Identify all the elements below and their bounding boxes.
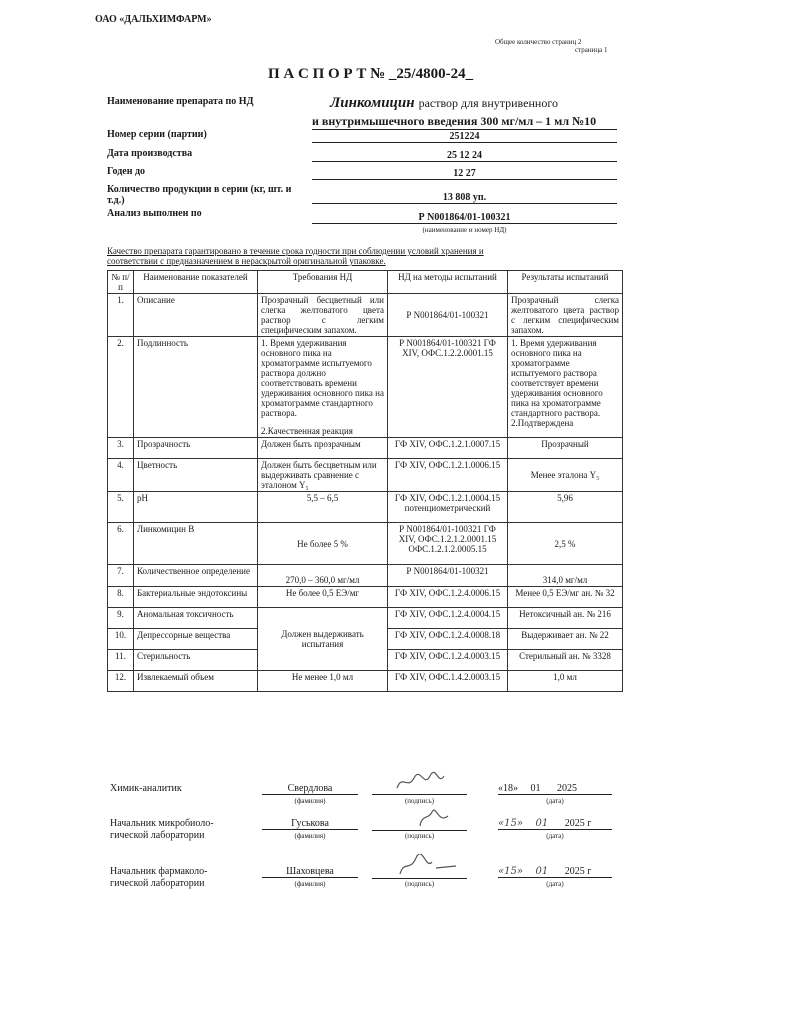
- analysis-note: (наименование и номер НД): [422, 226, 507, 234]
- passport-title: П А С П О Р Т № _25/4800-24_: [268, 66, 474, 82]
- sig3-surname-caption: (фамилия): [294, 880, 326, 888]
- row-method: ГФ XIV, ОФС.1.2.4.0008.18: [388, 629, 508, 650]
- col-header-results: Результаты испытаний: [508, 271, 623, 294]
- row-requirement-2: 2.Качественная реакция: [261, 426, 353, 436]
- sig2-surname: Гуськова: [262, 818, 358, 830]
- row-method: ГФ XIV, ОФС.1.4.2.0003.15: [388, 671, 508, 692]
- row-method: ГФ XIV, ОФС.1.2.1.0004.15 потенциометрический: [388, 492, 508, 523]
- sig1-signature-caption: (подпись): [404, 797, 435, 805]
- row-method: Р N001864/01-100321 ГФ XIV, ОФС.1.2.2.0001.15: [388, 337, 508, 438]
- row-number: 1.: [108, 294, 134, 337]
- table-header-row: [108, 271, 623, 294]
- analysis-label: Анализ выполнен по: [107, 208, 202, 219]
- row-number: 9.: [108, 608, 134, 629]
- row-result: Менее 0,5 ЕЭ/мг ан. № 32: [508, 587, 623, 608]
- row-requirement: Прозрачный бесцветный или слегка желтоватого цвета раствор с легким специфическим запахом.: [258, 294, 388, 337]
- col-header-number: № п/п: [108, 271, 134, 294]
- row-name: Цветность: [134, 459, 258, 492]
- row-name: Бактериальные эндотоксины: [134, 587, 258, 608]
- row-name: Описание: [134, 294, 258, 337]
- sig2-surname-caption: (фамилия): [294, 832, 326, 840]
- table-row: [108, 523, 623, 565]
- signature-scribble: [372, 770, 467, 794]
- sig3-role-line2: гической лаборатории: [110, 878, 205, 889]
- sig3-day: «15»: [498, 866, 523, 877]
- row-name: pH: [134, 492, 258, 523]
- row-requirement: 5,5 – 6,5: [258, 492, 388, 523]
- row-name: Линкомицин В: [134, 523, 258, 565]
- row-requirement: [258, 337, 388, 438]
- row-requirement-1: 1. Время удерживания основного пика на хроматограмме испытуемого раствора должно соответствовать времени удерживания основного пика на хроматограмме стандартного раствора.: [261, 338, 384, 418]
- row-result: Выдерживает ан. № 22: [508, 629, 623, 650]
- table-row: [108, 438, 623, 459]
- row-method: ГФ XIV, ОФС.1.2.1.0006.15: [388, 459, 508, 492]
- sig1-surname: Свердлова: [262, 783, 358, 795]
- table-row: [108, 565, 623, 587]
- row-method: Р N001864/01-100321: [388, 294, 508, 337]
- page-count: Общее количество страниц 2: [495, 38, 582, 46]
- page-info: [495, 38, 607, 54]
- table-row: [108, 492, 623, 523]
- sig2-signature-line: [372, 806, 467, 831]
- sig1-role: Химик-аналитик: [110, 783, 182, 794]
- drug-name-line1: [330, 94, 558, 112]
- production-date-value: 25 12 24: [312, 150, 617, 162]
- table-row: [108, 608, 623, 629]
- sig1-day: «18»: [498, 783, 518, 794]
- row-requirement: Должен выдерживать испытания: [258, 608, 388, 671]
- table-row: [108, 587, 623, 608]
- row-method: ГФ XIV, ОФС.1.2.1.0007.15: [388, 438, 508, 459]
- sig2-date: [498, 818, 612, 830]
- quantity-label: Количество продукции в серии (кг, шт. и т.д.): [107, 184, 292, 206]
- row-result: Нетоксичный ан. № 216: [508, 608, 623, 629]
- row-result: [508, 337, 623, 438]
- sig2-role-line1: Начальник микробиоло-: [110, 818, 214, 829]
- row-requirement: Не менее 1,0 мл: [258, 671, 388, 692]
- row-result: Менее эталона Y₅: [508, 459, 623, 492]
- row-name: Аномальная токсичность: [134, 608, 258, 629]
- guarantee-text: Качество препарата гарантировано в течение срока годности при соблюдении условий хранения и соответствии с предназначением в нераскрытой оригинальной упаковке.: [107, 246, 484, 266]
- sig1-year: 2025: [557, 783, 577, 794]
- table-row: [108, 459, 623, 492]
- row-number: 6.: [108, 523, 134, 565]
- row-requirement: Не более 5 %: [258, 523, 388, 565]
- sig1-month: 01: [530, 783, 541, 794]
- production-date-label: Дата производства: [107, 148, 193, 159]
- expiry-label: Годен до: [107, 166, 146, 177]
- sig3-signature-caption: (подпись): [404, 880, 435, 888]
- row-result: 1,0 мл: [508, 671, 623, 692]
- row-number: 8.: [108, 587, 134, 608]
- sig3-role-line1: Начальник фармаколо-: [110, 866, 208, 877]
- row-name: Количественное определение: [134, 565, 258, 587]
- row-method: ГФ XIV, ОФС.1.2.4.0006.15: [388, 587, 508, 608]
- row-result-2: 2.Подтверждена: [511, 418, 574, 428]
- expiry-value: 12 27: [312, 168, 617, 180]
- sig2-year: 2025 г: [564, 818, 592, 829]
- row-result: 5,96: [508, 492, 623, 523]
- row-requirement: Не более 0,5 ЕЭ/мг: [258, 587, 388, 608]
- batch-label: Номер серии (партии): [107, 129, 207, 140]
- row-name: Извлекаемый объем: [134, 671, 258, 692]
- col-header-methods: НД на методы испытаний: [388, 271, 508, 294]
- sig1-signature-line: [372, 770, 467, 795]
- signature-scribble: [372, 806, 467, 830]
- row-method: ГФ XIV, ОФС.1.2.4.0004.15: [388, 608, 508, 629]
- signature-scribble: [372, 854, 467, 878]
- batch-value: 251224: [312, 131, 617, 143]
- drug-label: Наименование препарата по НД: [107, 96, 254, 107]
- row-number: 5.: [108, 492, 134, 523]
- row-result: Стерильный ан. № 3328: [508, 650, 623, 671]
- row-result: 2,5 %: [508, 523, 623, 565]
- row-name: Прозрачность: [134, 438, 258, 459]
- row-name: Стерильность: [134, 650, 258, 671]
- row-number: 3.: [108, 438, 134, 459]
- sig2-role: [110, 818, 214, 842]
- row-method: Р N001864/01-100321 ГФ XIV, ОФС.1.2.1.2.0001.15 ОФС.1.2.1.2.0005.15: [388, 523, 508, 565]
- table-row: [108, 294, 623, 337]
- sig3-date: [498, 866, 612, 878]
- quality-table: [107, 270, 623, 692]
- row-result: 314,0 мг/мл: [508, 565, 623, 587]
- drug-form: раствор для внутривенного: [418, 96, 558, 110]
- sig3-date-caption: (дата): [546, 880, 564, 888]
- row-number: 10.: [108, 629, 134, 650]
- row-name: Депрессорные вещества: [134, 629, 258, 650]
- sig3-surname: Шаховцева: [262, 866, 358, 878]
- row-method: ГФ XIV, ОФС.1.2.4.0003.15: [388, 650, 508, 671]
- sig2-date-caption: (дата): [546, 832, 564, 840]
- sig1-surname-caption: (фамилия): [294, 797, 326, 805]
- row-result: Прозрачный слегка желтоватого цвета раствор с легким специфическим запахом.: [508, 294, 623, 337]
- drug-name: Линкомицин: [330, 95, 415, 111]
- row-name: Подлинность: [134, 337, 258, 438]
- sig3-role: [110, 866, 207, 890]
- analysis-value: Р N001864/01-100321: [312, 212, 617, 224]
- row-number: 7.: [108, 565, 134, 587]
- sig2-day: «15»: [498, 818, 523, 829]
- sig1-date-caption: (дата): [546, 797, 564, 805]
- quantity-value: 13 808 уп.: [312, 192, 617, 204]
- company-name: ОАО «ДАЛЬХИМФАРМ»: [95, 14, 212, 25]
- row-number: 11.: [108, 650, 134, 671]
- sig3-month: 01: [535, 866, 549, 877]
- col-header-requirements: Требования НД: [258, 271, 388, 294]
- row-result: Прозрачный: [508, 438, 623, 459]
- sig3-year: 2025 г: [564, 866, 592, 877]
- row-method: Р N001864/01-100321: [388, 565, 508, 587]
- row-requirement: Должен быть бесцветным или выдерживать сравнение с эталоном Y₅: [258, 459, 388, 492]
- page-number: страница 1: [575, 46, 608, 54]
- sig3-signature-line: [372, 854, 467, 879]
- sig2-signature-caption: (подпись): [404, 832, 435, 840]
- row-number: 12.: [108, 671, 134, 692]
- table-row: [108, 671, 623, 692]
- row-result-1: 1. Время удерживания основного пика на хроматограмме испытуемого раствора соответствует времени удерживания основного пика на хроматограмме стандартного раствора.: [511, 338, 603, 418]
- sig1-date: [498, 783, 612, 795]
- row-number: 2.: [108, 337, 134, 438]
- row-requirement: 270,0 – 360,0 мг/мл: [258, 565, 388, 587]
- col-header-name: Наименование показателей: [134, 271, 258, 294]
- sig2-month: 01: [535, 818, 549, 829]
- table-row: [108, 337, 623, 438]
- row-requirement: Должен быть прозрачным: [258, 438, 388, 459]
- row-number: 4.: [108, 459, 134, 492]
- sig2-role-line2: гической лаборатории: [110, 830, 205, 841]
- drug-name-line2: и внутримышечного введения 300 мг/мл – 1 мл №10: [312, 114, 617, 130]
